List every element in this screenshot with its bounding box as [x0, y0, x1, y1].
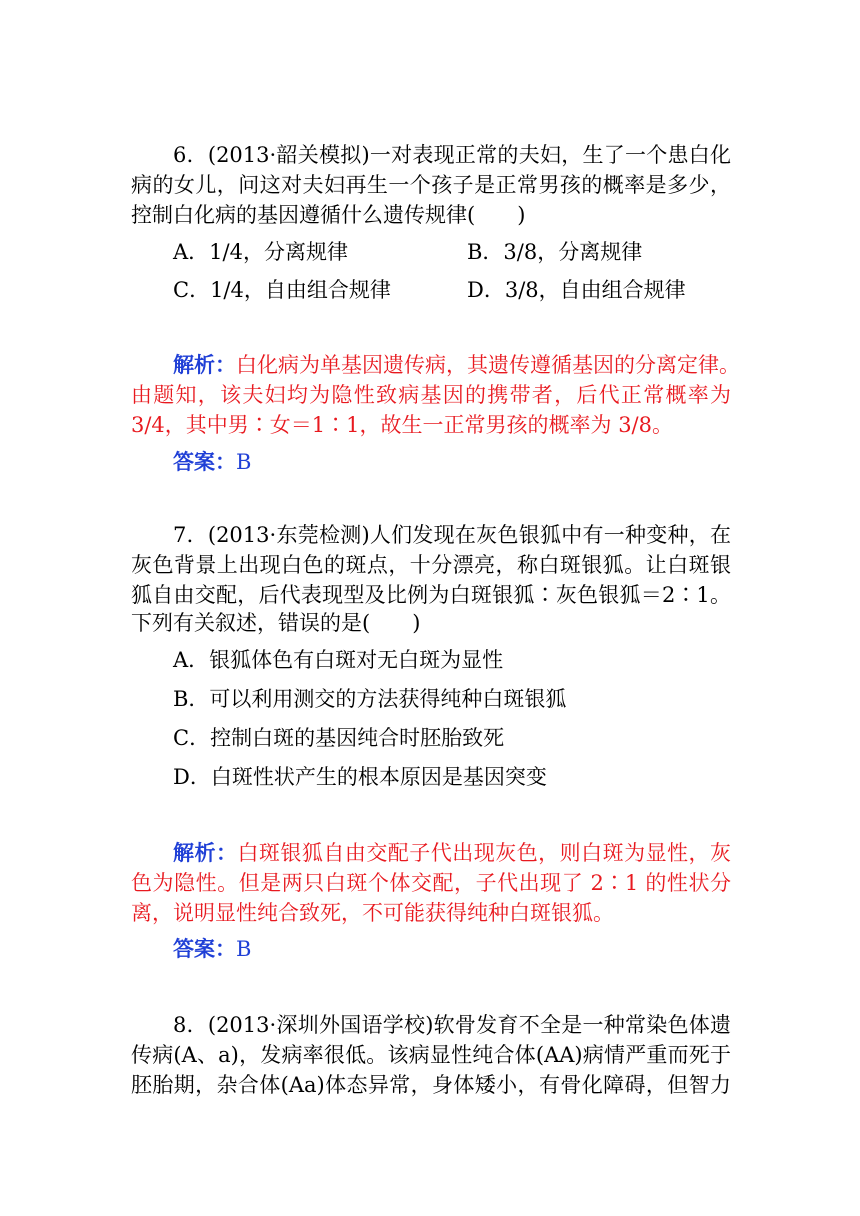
- q7-stem-line-2: 灰色背景上出现白色的斑点，十分漂亮，称白斑银狐。让白斑银: [131, 553, 731, 577]
- q6-answer-value: B: [236, 450, 252, 474]
- q7-stem-line-3: 狐自由交配，后代表现型及比例为白斑银狐∶灰色银狐＝2∶1。: [131, 583, 731, 607]
- q7-analysis-line-1: [173, 838, 731, 868]
- q8-stem-line-1: 8．(2013·深圳外国语学校)软骨发育不全是一种常染色体遗: [173, 1013, 731, 1037]
- q6-stem-line-2: 病的女儿，问这对夫妇再生一个孩子是正常男孩的概率是多少，: [131, 173, 731, 197]
- q7-stem-line-4: 下列有关叙述，错误的是( ): [131, 611, 421, 635]
- q7-analysis-text-1: 白斑银狐自由交配子代出现灰色，则白斑为显性，灰: [237, 841, 732, 865]
- q6-option-b: B．3/8，分离规律: [467, 240, 643, 264]
- q8-stem-line-2: 传病(A、a)，发病率很低。该病显性纯合体(AA)病情严重而死于: [131, 1043, 731, 1067]
- q8-stem-line-3: 胚胎期，杂合体(Aa)体态异常，身体矮小，有骨化障碍，但智力: [131, 1073, 731, 1097]
- q6-analysis-text-1: 白化病为单基因遗传病，其遗传遵循基因的分离定律。: [236, 353, 740, 377]
- q7-stem-line-1: 7．(2013·东莞检测)人们发现在灰色银狐中有一种变种，在: [173, 523, 731, 547]
- q7-answer-value: B: [236, 937, 252, 961]
- q7-analysis-label: 解析：: [173, 840, 238, 865]
- q7-answer: [173, 934, 251, 964]
- q6-stem-line-1: 6．(2013·韶关模拟)一对表现正常的夫妇，生了一个患白化: [173, 143, 731, 167]
- q6-analysis-label: 解析：: [173, 352, 236, 377]
- q7-option-c: C．控制白斑的基因纯合时胚胎致死: [173, 726, 505, 750]
- q6-answer: [173, 447, 251, 477]
- q6-option-a: A．1/4，分离规律: [173, 240, 348, 264]
- q7-answer-label: 答案：: [173, 936, 236, 961]
- q6-answer-label: 答案：: [173, 449, 236, 474]
- q6-stem-line-3: 控制白化病的基因遵循什么遗传规律( ): [131, 203, 526, 227]
- q6-analysis-line-3: 3/4，其中男∶女＝1∶1，故生一正常男孩的概率为 3/8。: [131, 413, 673, 437]
- q7-analysis-line-2: 色为隐性。但是两只白斑个体交配，子代出现了 2∶1 的性状分: [131, 871, 731, 895]
- q7-option-b: B．可以利用测交的方法获得纯种白斑银狐: [173, 687, 567, 711]
- q7-analysis-line-3: 离，说明显性纯合致死，不可能获得纯种白斑银狐。: [131, 901, 614, 925]
- q7-option-a: A．银狐体色有白斑对无白斑为显性: [173, 648, 504, 672]
- q6-analysis-line-2: 由题知，该夫妇均为隐性致病基因的携带者，后代正常概率为: [131, 383, 731, 407]
- q6-option-c: C．1/4，自由组合规律: [173, 278, 391, 302]
- q7-option-d: D．白斑性状产生的根本原因是基因突变: [173, 765, 547, 789]
- q6-analysis-line-1: [173, 350, 740, 380]
- q6-option-d: D．3/8，自由组合规律: [467, 278, 686, 302]
